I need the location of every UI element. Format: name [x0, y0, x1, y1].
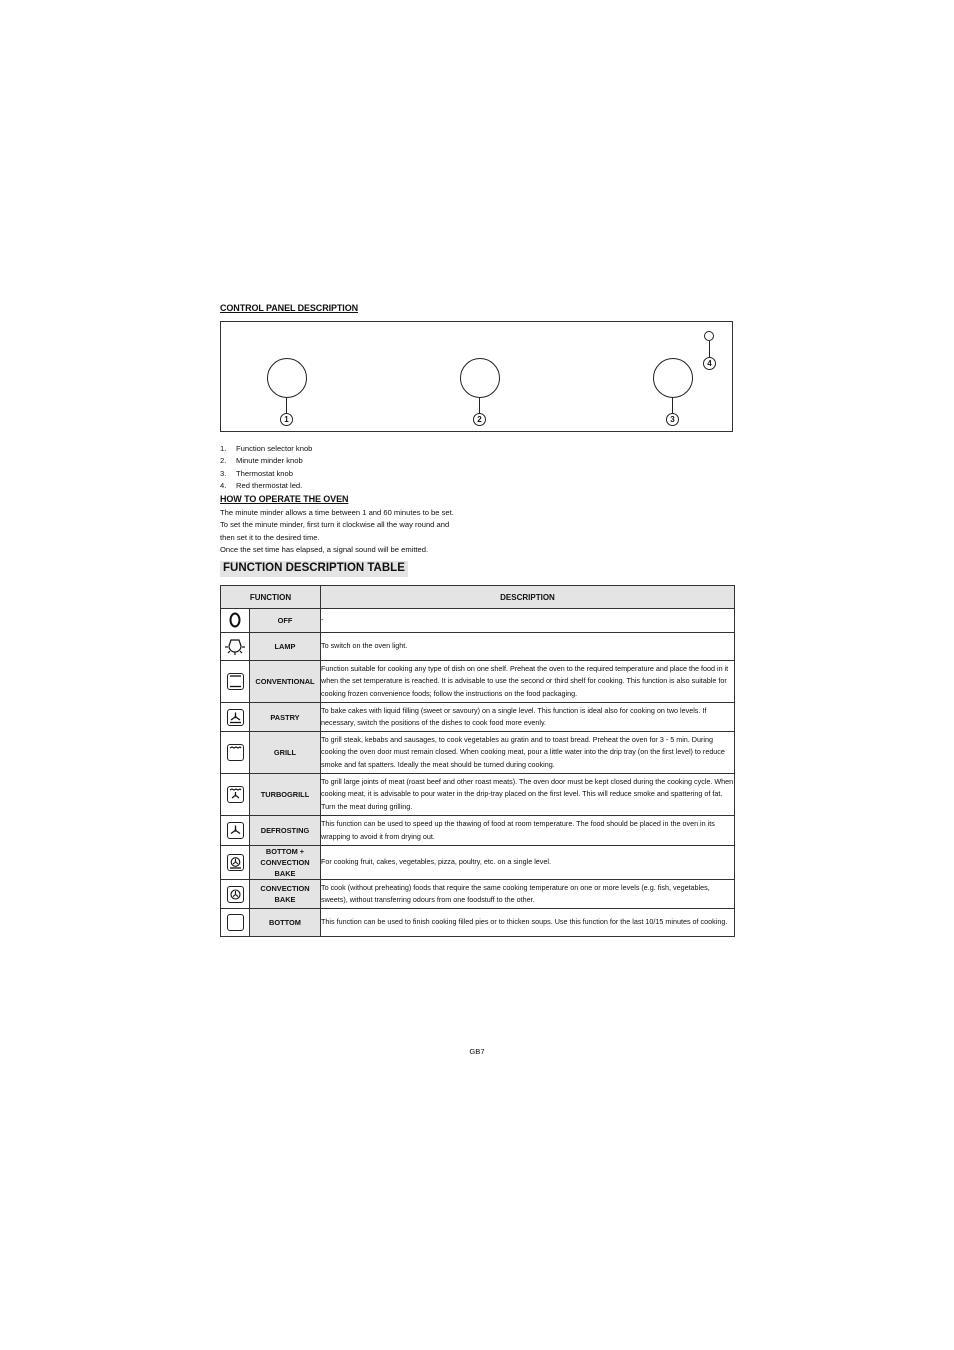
pastry-icon — [227, 709, 244, 726]
lamp-icon — [221, 633, 250, 661]
function-description: To grill steak, kebabs and sausages, to cook vegetables au gratin and to toast bread. Preheat the oven for 3 - 5 min. During cooking the oven door must remain closed. When cooking meat, pour a little water into the drip tray (on the first level) to reduce smoke and fat spatters. Ideally the meat should be turned during cooking. — [321, 732, 735, 774]
bottom-convection-icon — [221, 846, 250, 880]
function-name: GRILL — [250, 732, 321, 774]
legend-item: 1. Function selector knob — [220, 444, 313, 453]
table-row — [221, 909, 735, 937]
how-to-line: The minute minder allows a time between 1 and 60 minutes to be set. — [220, 508, 454, 517]
grill-icon — [227, 744, 244, 761]
how-to-title: HOW TO OPERATE THE OVEN — [220, 494, 349, 504]
table-row — [221, 846, 735, 880]
leader-line — [479, 397, 480, 413]
function-name: DEFROSTING — [250, 816, 321, 846]
legend-item: 4. Red thermostat led. — [220, 480, 303, 490]
control-panel-legend — [220, 443, 312, 492]
conventional-icon — [221, 661, 250, 703]
leader-line — [672, 397, 673, 413]
table-row — [221, 880, 735, 909]
table-row — [221, 703, 735, 732]
how-to-text — [220, 507, 460, 556]
function-selector-knob — [267, 358, 307, 398]
convection-bake-icon — [227, 886, 244, 903]
function-description: To bake cakes with liquid filling (sweet or savoury) on a single level. This function is ideal also for cooking on two levels. If necessary, switch the positions of the dishes to cook food more evenly. — [321, 703, 735, 732]
function-table-title: FUNCTION DESCRIPTION TABLE — [220, 561, 408, 577]
function-description: To grill large joints of meat (roast beef and other roast meats). The oven door must be kept closed during the cooking cycle. When cooking meat, it is advisable to pour water in the drip-tray placed on the first level. This will reduce smoke and spattering of fat. Turn the meat during grilling. — [321, 774, 735, 816]
description-header: DESCRIPTION — [321, 586, 735, 609]
legend-item: 3. Thermostat knob — [220, 468, 293, 478]
function-name: CONVENTIONAL — [250, 661, 321, 703]
how-to-line: To set the minute minder, first turn it clockwise all the way round and — [220, 520, 450, 530]
turbogrill-icon — [221, 774, 250, 816]
function-description: To cook (without preheating) foods that require the same cooking temperature on one or more levels (e.g. fish, vegetables, sweets), without transferring odours from one foodstuff to the other. — [321, 880, 735, 909]
function-description: - — [321, 609, 735, 633]
table-row — [221, 633, 735, 661]
control-panel-title: CONTROL PANEL DESCRIPTION — [220, 303, 359, 313]
convection-bake-icon — [221, 880, 250, 909]
leader-line — [286, 397, 287, 413]
function-description: To switch on the oven light. — [321, 633, 735, 661]
legend-item: 2. Minute minder knob — [220, 456, 303, 466]
pastry-icon — [221, 703, 250, 732]
function-header: FUNCTION — [221, 586, 321, 609]
bottom-convection-icon — [227, 854, 244, 871]
table-row — [221, 732, 735, 774]
how-to-line: Once the set time has elapsed, a signal sound will be emitted. — [220, 544, 429, 554]
function-table — [220, 585, 735, 937]
callout-2: 2 — [473, 413, 486, 426]
table-row — [221, 609, 735, 633]
how-to-line: then set it to the desired time. — [220, 532, 320, 542]
function-name: TURBOGRILL — [250, 774, 321, 816]
minute-minder-knob — [460, 358, 500, 398]
defrosting-icon — [227, 822, 244, 839]
turbogrill-icon — [227, 786, 244, 803]
leader-line — [709, 341, 710, 357]
conventional-icon — [227, 673, 244, 690]
grill-icon — [221, 732, 250, 774]
function-name: OFF — [250, 609, 321, 633]
page-number: GB7 — [469, 1047, 485, 1056]
callout-3: 3 — [666, 413, 679, 426]
table-row — [221, 774, 735, 816]
function-description: For cooking fruit, cakes, vegetables, pizza, poultry, etc. on a single level. — [321, 846, 735, 880]
function-description: This function can be used to speed up the thawing of food at room temperature. The food should be placed in the oven in its wrapping to avoid it from drying out. — [321, 816, 735, 846]
function-name: CONVECTION BAKE — [250, 880, 321, 909]
bottom-icon — [227, 914, 244, 931]
function-description: Function suitable for cooking any type of dish on one shelf. Preheat the oven to the required temperature and place the food in it when the set temperature is reached. It is advisable to use the second or third shelf for cooking. This function is also suitable for cooking frozen convenience foods; follow the instructions on the food packaging. — [321, 661, 735, 703]
function-name: BOTTOM + CONVECTION BAKE — [250, 846, 321, 880]
defrosting-icon — [221, 816, 250, 846]
function-name: LAMP — [250, 633, 321, 661]
table-row — [221, 816, 735, 846]
thermostat-led — [704, 331, 714, 341]
table-row — [221, 661, 735, 703]
function-name: PASTRY — [250, 703, 321, 732]
table-header-row — [221, 586, 735, 609]
callout-4: 4 — [703, 357, 716, 370]
function-description: This function can be used to finish cooking filled pies or to thicken soups. Use this function for the last 10/15 minutes of cooking. — [321, 909, 735, 937]
callout-1: 1 — [280, 413, 293, 426]
thermostat-knob — [653, 358, 693, 398]
function-name: BOTTOM — [250, 909, 321, 937]
off-icon — [221, 609, 250, 633]
bottom-icon — [221, 909, 250, 937]
control-panel-diagram — [220, 321, 733, 432]
